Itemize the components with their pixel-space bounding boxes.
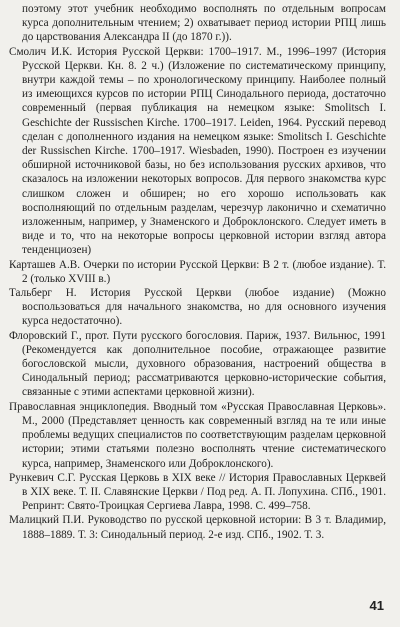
bibliography-entry-orthodox-encyclopedia: Православная энциклопедия. Вводный том «Русская Православная Церковь». М., 2000 (Представляет ценность как современный взгляд на те или иные проблемы ведущих специалистов по соответствующим разделам церковной истории; этими статьями полезно восполнять чтение систематического курса, например, Знаменского или Доброклонского). — [9, 400, 386, 470]
page-number: 41 — [369, 598, 384, 613]
bibliography-entry-talberg: Тальберг Н. История Русской Церкви (любое издание) (Можно воспользоваться для начального знакомства, но для основного изучения курса недостаточно). — [9, 287, 386, 328]
bibliography-entry-florovsky: Флоровский Г., прот. Пути русского богословия. Париж, 1937. Вильнюс, 1991 (Рекомендуется как дополнительное пособие, отражающее развитие богословской мысли, духовного образования, настроений общества в Синодальный период; рассматриваются церковно-исторические события, связанные с этими аспектами церковной жизни). — [9, 329, 386, 399]
bibliography-entry-kartashev: Карташев А.В. Очерки по истории Русской Церкви: В 2 т. (любое издание). Т. 2 (только XVIII в.) — [9, 258, 386, 285]
bibliography-entry-continued: поэтому этот учебник необходимо восполнять по отдельным вопросам курса дополнительным чтением; 2) охватывает период истории РПЦ лишь до царствования Александра II (до 1870 г.)). — [22, 3, 386, 44]
bibliography-entry-malitsky: Малицкий П.И. Руководство по русской церковной истории: В 3 т. Владимир, 1888–1889. Т. 3: Синодальный период. 2-е изд. СПб., 1902. Т. 3. — [9, 514, 386, 541]
bibliography-entry-smolich: Смолич И.К. История Русской Церкви: 1700–1917. М., 1996–1997 (История Русской Церкви. Кн. 8. 2 ч.) (Изложение по систематическому принципу, внутри каждой темы – по хронологическому принципу. Наиболее полный из имеющихся курсов по истории РПЦ Синодального периода, достаточно современный (первая публикация на немецком языке: Smolitsch I. Geschichte der Russischen Kirche. 1700–1917. Leiden, 1964. Русский перевод сделан с дополненного издания на немецком языке: Smolitsch I. Geschichte der Russischen Kirche. 1700–1917. Wiesbaden, 1990). Построен ез изучении обширной источниковой базы, но без использования русских архивов, что сказалось на изложении некоторых вопросов. Для первого знакомства курс слишком сложен и обширен; но его хорошо использовать как восполняющий по отдельным разделам, черезчур лаконично и схематично изложенным, например, у Знаменского и Доброклонского. Следует иметь в виде и то, что на некоторые вопросы церковной истории взгляд автора тенденциозен) — [9, 45, 386, 257]
bibliography-entry-runkevich: Рункевич С.Г. Русская Церковь в XIX веке // История Православных Церквей в XIX веке. Т. II. Славянские Церкви / Под ред. А. П. Лопухина. СПб., 1901. Репринт: Свято-Троицкая Сергиева Лавра, 1998. С. 499–758. — [9, 471, 386, 513]
